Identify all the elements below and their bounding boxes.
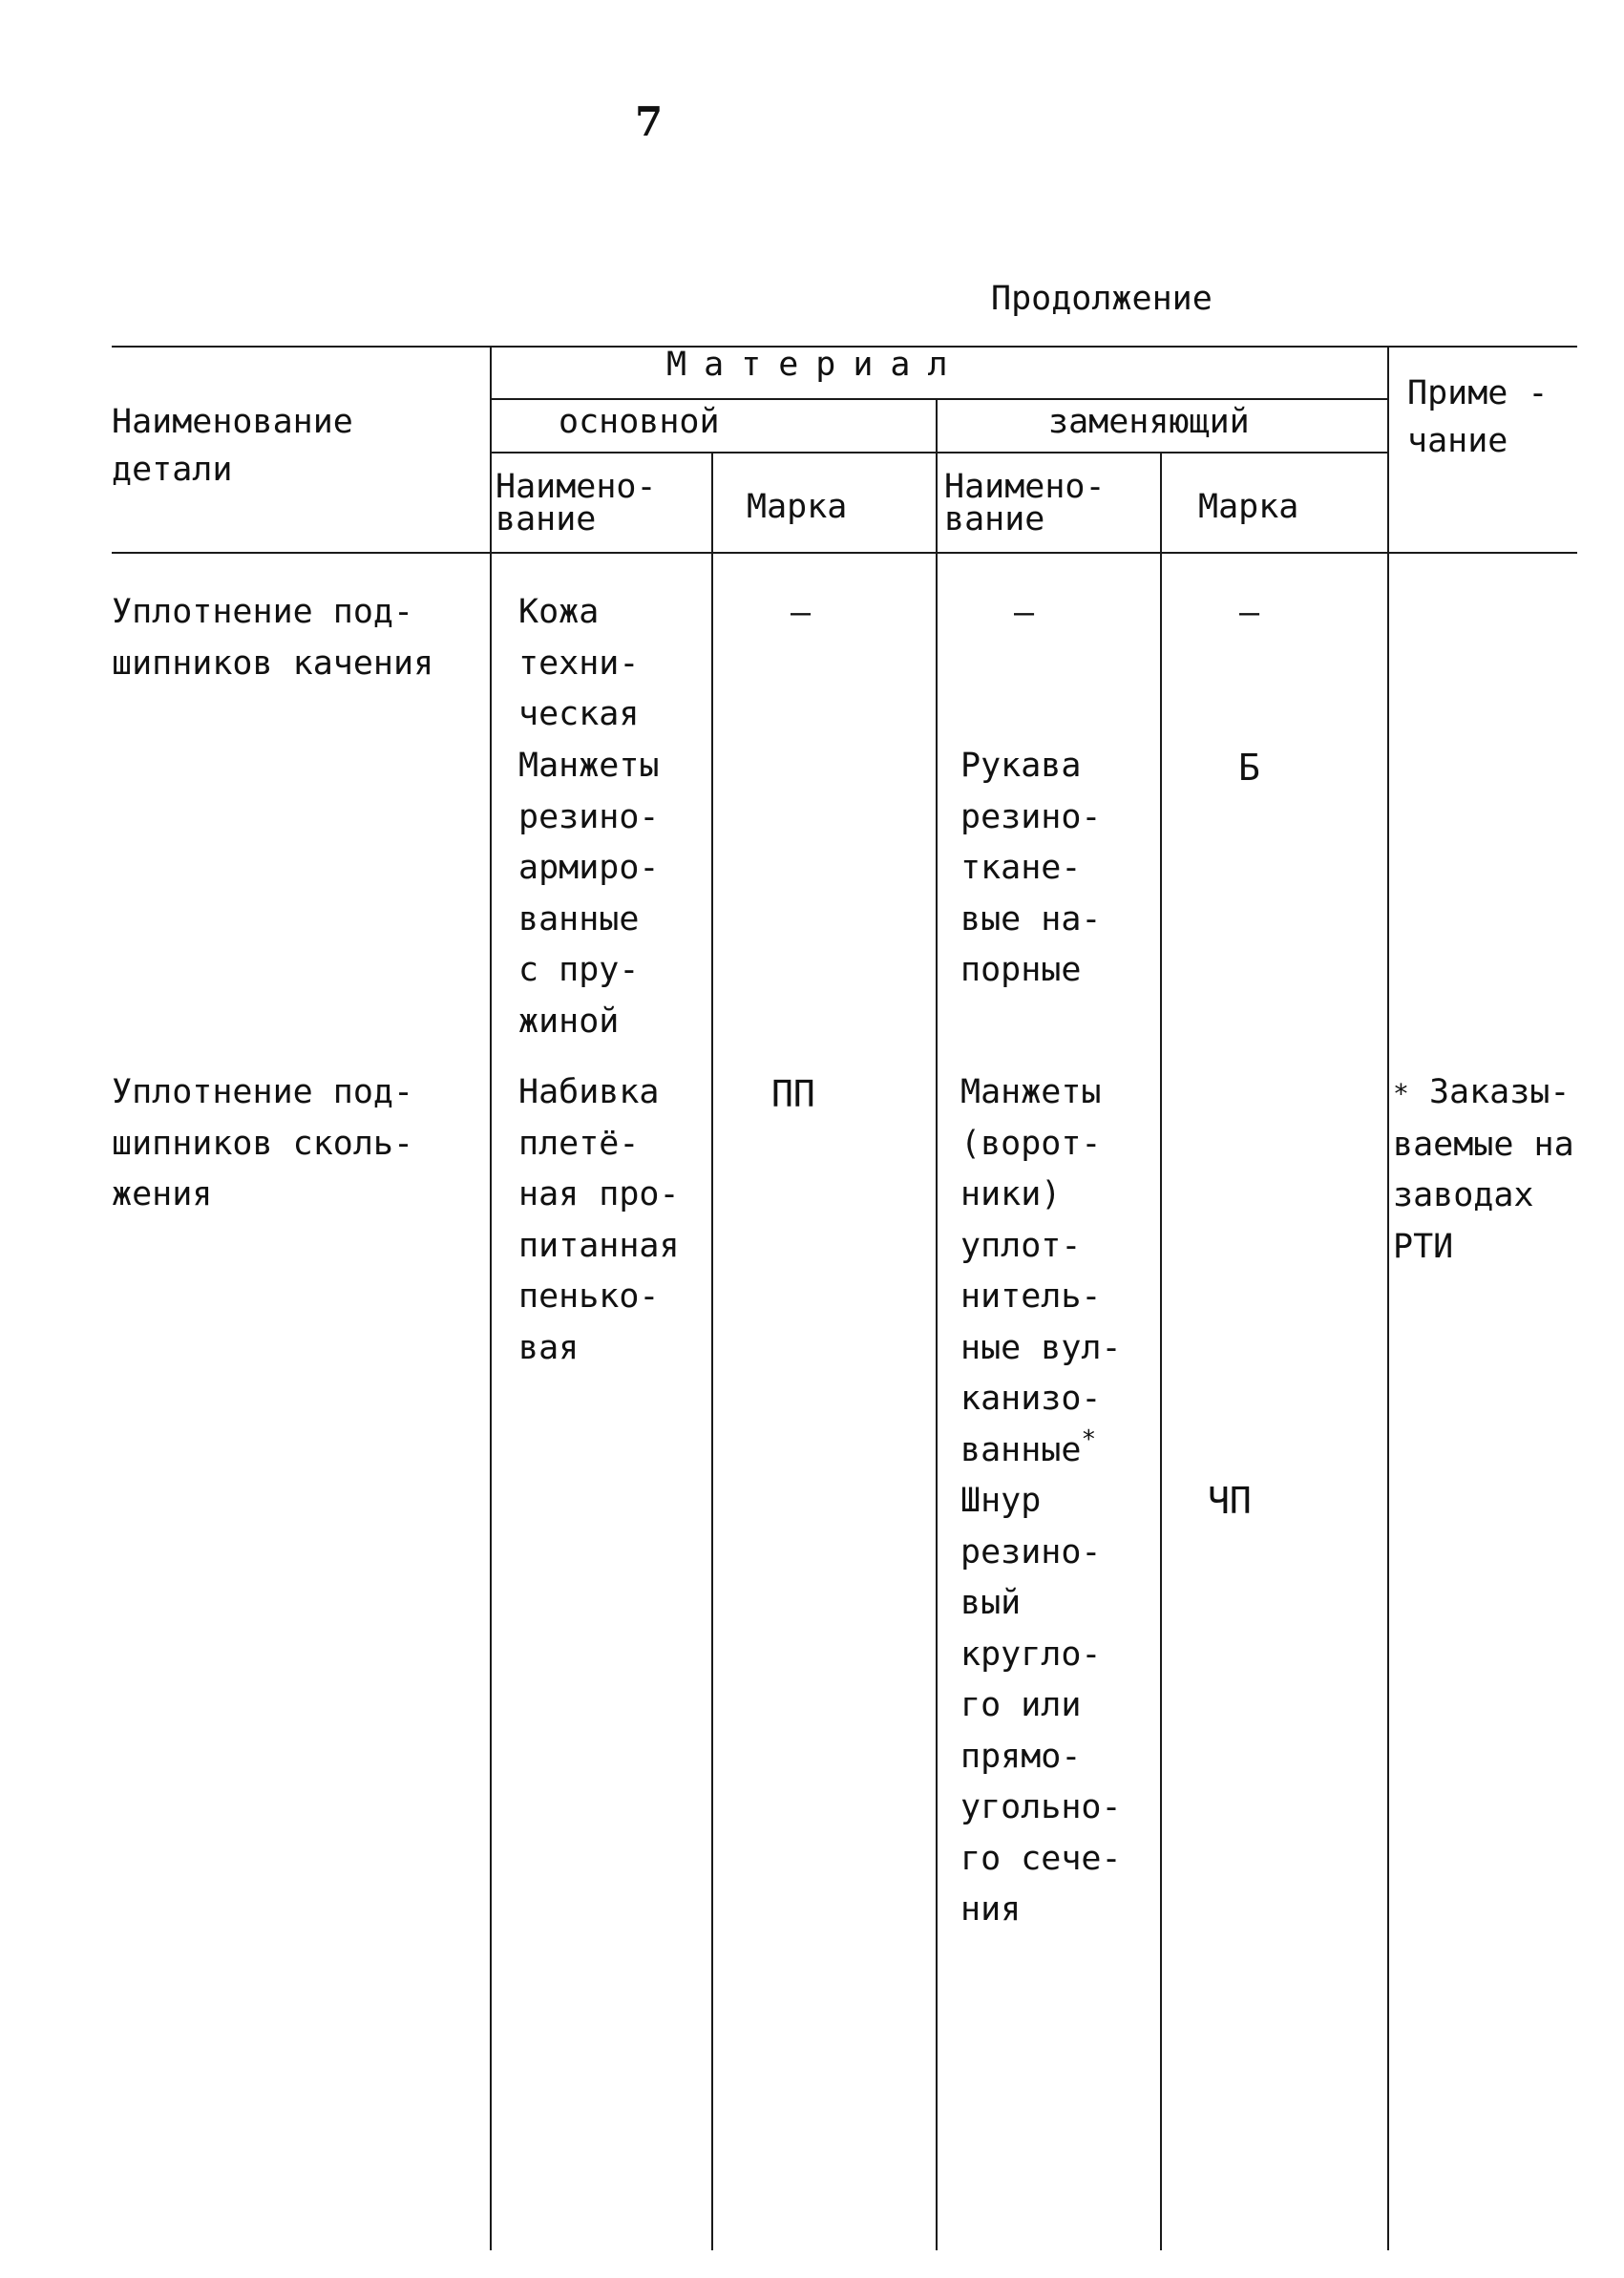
continuation-label: Продолжение — [991, 280, 1213, 318]
row1-main-name-1: Кожа техни- ческая — [518, 593, 640, 733]
row1-main-grade-1: – — [791, 594, 812, 632]
column-divider-substitute-grade — [1160, 453, 1162, 2250]
row1-part-name: Уплотнение под- шипников качения — [112, 593, 434, 683]
row2-note: * Заказы- ваемые на заводах РТИ — [1393, 1073, 1574, 1266]
row2-sub-grade-2: ЧП — [1208, 1480, 1252, 1522]
header-part-name: Наименование детали — [112, 403, 353, 489]
row2-sub-name-1: Манжеты (ворот- ники) уплот- нитель- ные вул- канизо- ванные* — [960, 1073, 1122, 1469]
footnote-marker: * — [1081, 1424, 1097, 1454]
row1-sub-name-1: – — [1014, 594, 1035, 632]
header-bottom-rule — [112, 552, 1577, 554]
row1-sub-name-2: Рукава резино- ткане- вые на- порные — [960, 747, 1102, 989]
header-main: основной — [559, 403, 720, 441]
page-number: 7 — [635, 98, 664, 145]
column-divider-substitute — [936, 400, 938, 2250]
column-divider-note — [1387, 346, 1389, 2250]
main-substitute-subheader-rule — [492, 452, 1389, 453]
header-material: Материал — [666, 346, 965, 384]
header-substitute-name: Наимено- вание — [944, 468, 1106, 538]
row2-part-name: Уплотнение под- шипников сколь- жения — [112, 1073, 414, 1213]
column-divider-main-grade — [711, 453, 713, 2250]
header-substitute: заменяющий — [1048, 403, 1250, 441]
header-main-name: Наимено- вание — [496, 468, 657, 538]
header-main-grade: Марка — [747, 488, 848, 526]
header-note: Приме - чание — [1407, 374, 1549, 460]
row2-sub-name-2: Шнур резино- вый кругло- го или прямо- угольно- го сече- ния — [960, 1482, 1122, 1929]
column-divider-part — [490, 346, 492, 2250]
row1-main-name-2: Манжеты резино- армиро- ванные с пру- жиной — [518, 747, 660, 1041]
note-footnote-marker: * — [1393, 1078, 1409, 1109]
header-substitute-grade: Марка — [1198, 488, 1299, 526]
material-subheader-rule — [492, 398, 1389, 400]
row2-main-name: Набивка плетё- ная про- питанная пенько- вая — [518, 1073, 680, 1367]
row2-main-grade: ПП — [771, 1073, 815, 1115]
row1-sub-grade-1: – — [1239, 594, 1260, 632]
row1-sub-grade-2: Б — [1238, 747, 1260, 789]
